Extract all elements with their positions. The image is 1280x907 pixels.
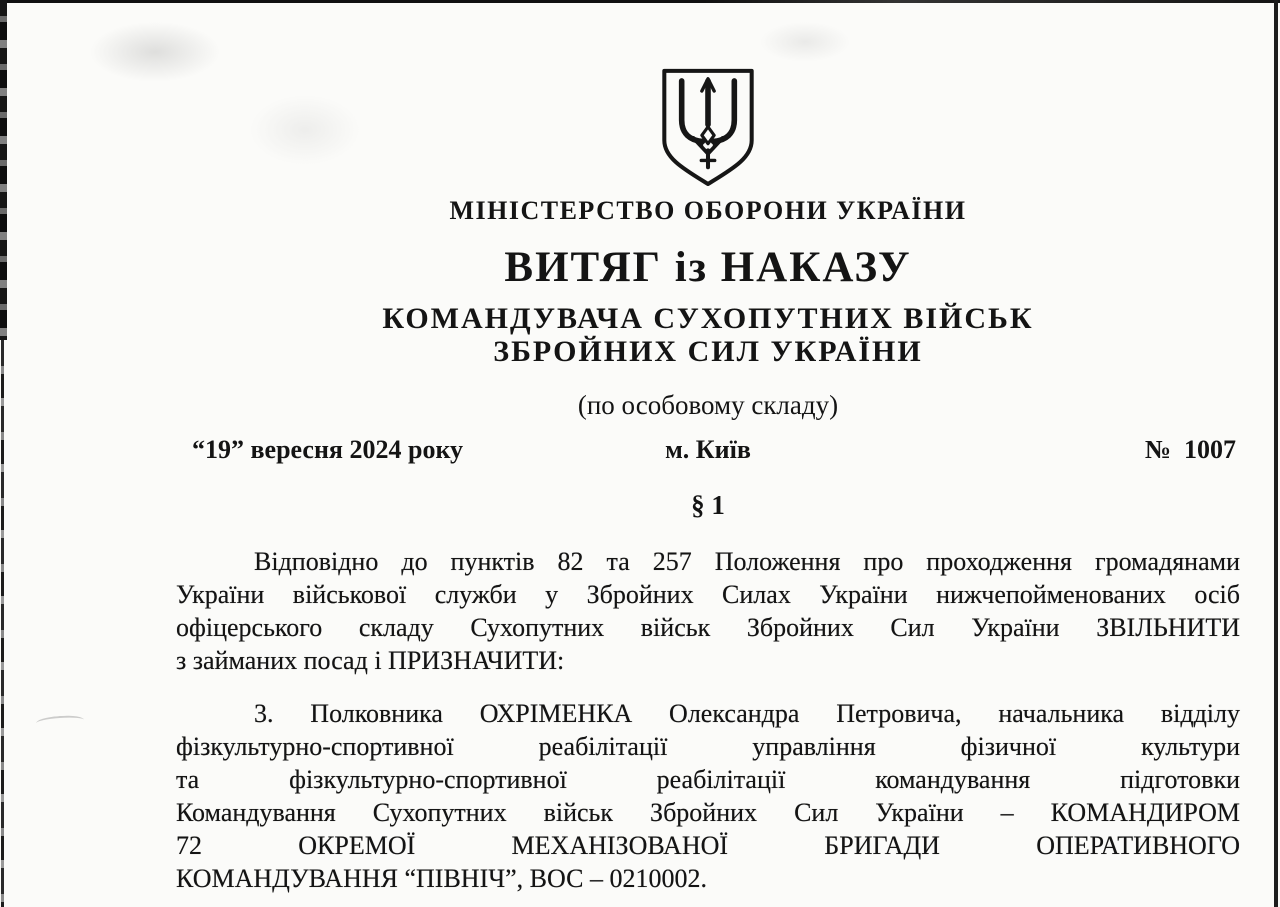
order-place: м. Київ [665,435,751,464]
text-line: з займаних посад і ПРИЗНАЧИТИ: [176,646,565,675]
section-heading: § 1 [691,490,725,520]
paragraph-preamble [176,545,1240,677]
document-title: ВИТЯГ із НАКАЗУ [504,244,912,291]
document-body [176,66,1240,895]
order-date: “19” вересня 2024 року [192,435,464,464]
text-line: та фізкультурно-спортивної реабілітації командування підготовки [176,765,1240,794]
ukraine-trident-icon [176,66,1240,192]
issuer-line-2: ЗБРОЙНИХ СИЛ УКРАЇНИ [493,335,923,368]
issuer-name [176,302,1240,368]
text-line: Відповідно до пунктів 82 та 257 Положення про проходження громадянами [254,547,1240,576]
paragraph-item-3 [176,697,1240,895]
text-line: офіцерського складу Сухопутних військ Збройних Сил України ЗВІЛЬНИТИ [176,613,1240,642]
scan-right-edge [1274,0,1278,907]
issuer-line-1: КОМАНДУВАЧА СУХОПУТНИХ ВІЙСЬК [382,302,1034,335]
text-line: 72 ОКРЕМОЇ МЕХАНІЗОВАНОЇ БРИГАДИ ОПЕРАТИВНОГО [176,831,1240,860]
text-line: фізкультурно-спортивної реабілітації управління фізичної культури [176,732,1240,761]
text-line: України військової служби у Збройних Силах України нижчепойменованих осіб [176,580,1240,609]
scan-top-edge [0,0,1280,3]
scan-left-edge-top [0,0,7,340]
order-number: № 1007 [1144,435,1236,464]
date-line [176,435,1240,465]
text-line: КОМАНДУВАННЯ “ПІВНІЧ”, ВОС – 0210002. [176,864,707,893]
scan-left-edge-bottom [1,340,4,907]
text-line: 3. Полковника ОХРІМЕНКА Олександра Петровича, начальника відділу [254,699,1240,728]
ministry-name: МІНІСТЕРСТВО ОБОРОНИ УКРАЇНИ [449,196,967,225]
text-line: Командування Сухопутних військ Збройних Сил України – КОМАНДИРОМ [176,798,1240,827]
scan-smudge [760,22,850,62]
pencil-mark [36,714,85,728]
personnel-scope-note: (по особовому складу) [577,390,839,420]
